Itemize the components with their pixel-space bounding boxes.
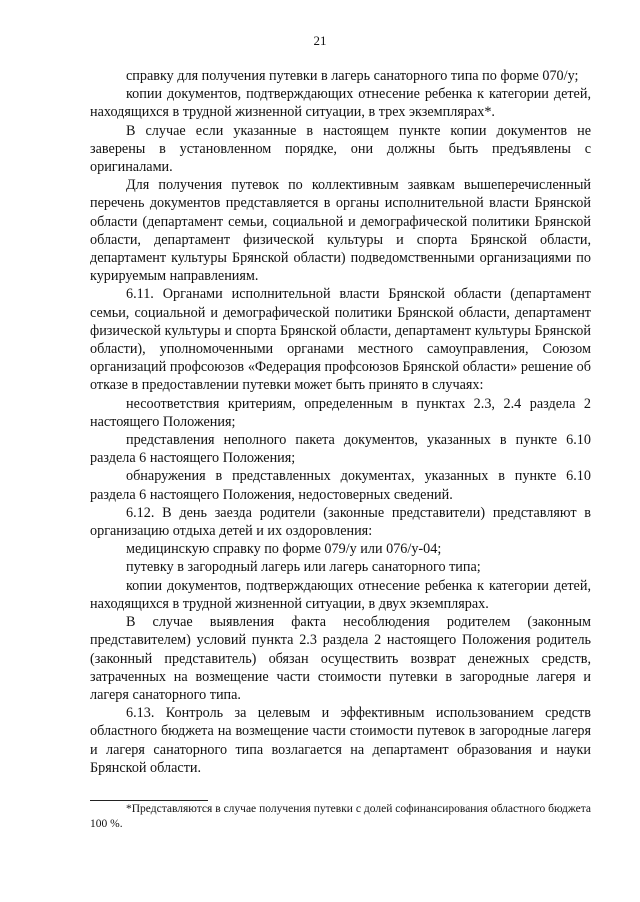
footnote-text: *Представляются в случае получения путевки с долей софинансирования областного бюджета 100 %.: [90, 803, 591, 830]
paragraph: Для получения путевок по коллективным заявкам вышеперечисленный перечень документов представляется в органы исполнительной власти Брянской области (департамент семьи, социальной и демографической политики Брянской области, департамент физической культуры и спорта Брянской области, департамент культуры Брянской области) подведомственными организациями по курируемым направлениям.: [90, 177, 591, 285]
page-number: 21: [313, 33, 327, 48]
paragraph: справку для получения путевки в лагерь санаторного типа по форме 070/у;: [126, 68, 579, 84]
paragraph: медицинскую справку по форме 079/у или 076/у-04;: [126, 541, 442, 558]
paragraph: обнаружения в представленных документах, указанных в пункте 6.10 раздела 6 настоящего Положения, недостоверных сведений.: [90, 468, 591, 503]
paragraph: представления неполного пакета документов, указанных в пункте 6.10 раздела 6 настоящего Положения;: [90, 432, 591, 467]
paragraph: В случае выявления факта несоблюдения родителем (законным представителем) условий пункта 2.3 раздела 2 настоящего Положения родитель (законный представитель) обязан осуществить возврат денежных средств, затраченных на возмещение части стоимости путевки в загородные лагеря и лагеря санаторного типа.: [90, 614, 591, 703]
paragraph: копии документов, подтверждающих отнесение ребенка к категории детей, находящихся в трудной жизненной ситуации, в трех экземплярах*.: [90, 86, 591, 121]
paragraph: копии документов, подтверждающих отнесение ребенка к категории детей, находящихся в трудной жизненной ситуации, в двух экземплярах.: [90, 577, 591, 612]
footnote: [90, 802, 591, 832]
paragraph: несоответствия критериям, определенным в пунктах 2.3, 2.4 раздела 2 настоящего Положения;: [90, 395, 591, 430]
paragraph: 6.11. Органами исполнительной власти Брянской области (департамент семьи, социальной и демографической политики Брянской области, департамент физической культуры и спорта Брянской области, департамент культуры Брянской области), уполномоченными органами местного самоуправления, Союзом организаций профсоюзов «Федерация профсоюзов Брянской области» решение об отказе в предоставлении путевки может быть принято в случаях:: [90, 286, 591, 394]
paragraph: В случае если указанные в настоящем пункте копии документов не заверены в установленном порядке, они должны быть предъявлены с оригиналами.: [90, 122, 591, 176]
paragraph: 6.12. В день заезда родители (законные представители) представляют в организацию отдыха детей и их оздоровления:: [90, 504, 591, 540]
paragraph: путевку в загородный лагерь или лагерь санаторного типа;: [126, 559, 481, 576]
document-body: [90, 67, 591, 777]
paragraph: 6.13. Контроль за целевым и эффективным использованием средств областного бюджета на возмещение части стоимости путевок в загородные лагеря и лагеря санаторного типа возлагается на департамент образования и науки Брянской области.: [90, 705, 591, 776]
footnote-divider: [90, 800, 208, 801]
